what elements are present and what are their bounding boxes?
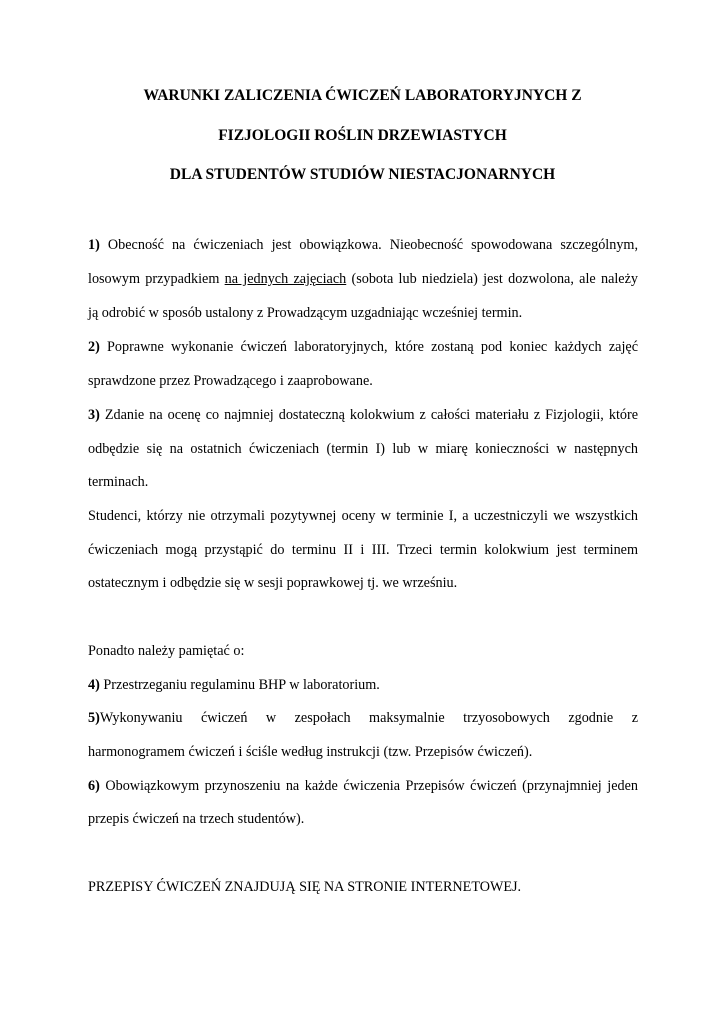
title-line-3: DLA STUDENTÓW STUDIÓW NIESTACJONARNYCH — [169, 166, 556, 183]
item-2-line-2: sprawdzone przez Prowadzącego i zaaprobowane. — [88, 373, 373, 389]
students-line-3: ostatecznym i odbędzie się w sesji poprawkowej tj. we wrześniu. — [88, 575, 458, 591]
title-line-1: WARUNKI ZALICZENIA ĆWICZEŃ LABORATORYJNYCH Z — [143, 87, 582, 104]
students-line-2: ćwiczeniach mogą przystąpić do terminu II i III. Trzeci termin kolokwium jest terminem — [88, 542, 638, 558]
remember-heading: Ponadto należy pamiętać o: — [88, 643, 245, 659]
item-1-number: 1) — [88, 237, 100, 253]
item-1-text-2a: losowym przypadkiem — [88, 271, 225, 287]
item-5-line-2: harmonogramem ćwiczeń i ściśle według instrukcji (tzw. Przepisów ćwiczeń). — [88, 744, 533, 760]
item-3-number: 3) — [88, 407, 100, 423]
item-2-line-1 — [88, 337, 638, 357]
item-1-underlined-text: na jednych zajęciach — [224, 271, 347, 287]
title-line-2: FIZJOLOGII ROŚLIN DRZEWIASTYCH — [218, 127, 507, 144]
item-3-line-1 — [88, 405, 638, 425]
item-2-number: 2) — [88, 339, 100, 355]
item-6-number: 6) — [88, 778, 100, 794]
item-1-line-3: ją odrobić w sposób ustalony z Prowadzącym uzgadniając wcześniej termin. — [88, 305, 523, 321]
item-4-line-1 — [88, 675, 638, 695]
item-6-line-1 — [88, 776, 638, 796]
item-3-text-1: Zdanie na ocenę co najmniej dostateczną kolokwium z całości materiału z Fizjologii, które — [104, 407, 638, 423]
item-5-number: 5) — [88, 710, 100, 726]
item-1-text-2b: (sobota lub niedziela) jest dozwolona, ale należy — [346, 271, 638, 287]
item-1-line-1 — [88, 235, 638, 255]
item-3-line-3: terminach. — [88, 474, 149, 490]
item-6-text-1: Obowiązkowym przynoszeniu na każde ćwiczenia Przepisów ćwiczeń (przynajmniej jeden — [105, 778, 638, 794]
item-3-line-2: odbędzie się na ostatnich ćwiczeniach (termin I) lub w miarę konieczności w następnych — [88, 441, 638, 457]
students-line-1: Studenci, którzy nie otrzymali pozytywnej oceny w terminie I, a uczestniczyli we wszystkich — [88, 508, 638, 524]
item-4-number: 4) — [88, 677, 100, 693]
item-6-line-2: przepis ćwiczeń na trzech studentów). — [88, 811, 305, 827]
item-5-line-1 — [88, 708, 638, 728]
item-5-text-1: Wykonywaniu ćwiczeń w zespołach maksymalnie trzyosobowych zgodnie z — [99, 710, 638, 726]
footer-note: PRZEPISY ĆWICZEŃ ZNAJDUJĄ SIĘ NA STRONIE INTERNETOWEJ. — [88, 879, 522, 895]
item-2-text-1: Poprawne wykonanie ćwiczeń laboratoryjnych, które zostaną pod koniec każdych zajęć — [107, 339, 638, 355]
item-4-text-1: Przestrzeganiu regulaminu BHP w laboratorium. — [103, 677, 380, 693]
item-1-text-1: Obecność na ćwiczeniach jest obowiązkowa. Nieobecność spowodowana szczególnym, — [107, 237, 639, 253]
item-1-line-2 — [88, 269, 638, 289]
